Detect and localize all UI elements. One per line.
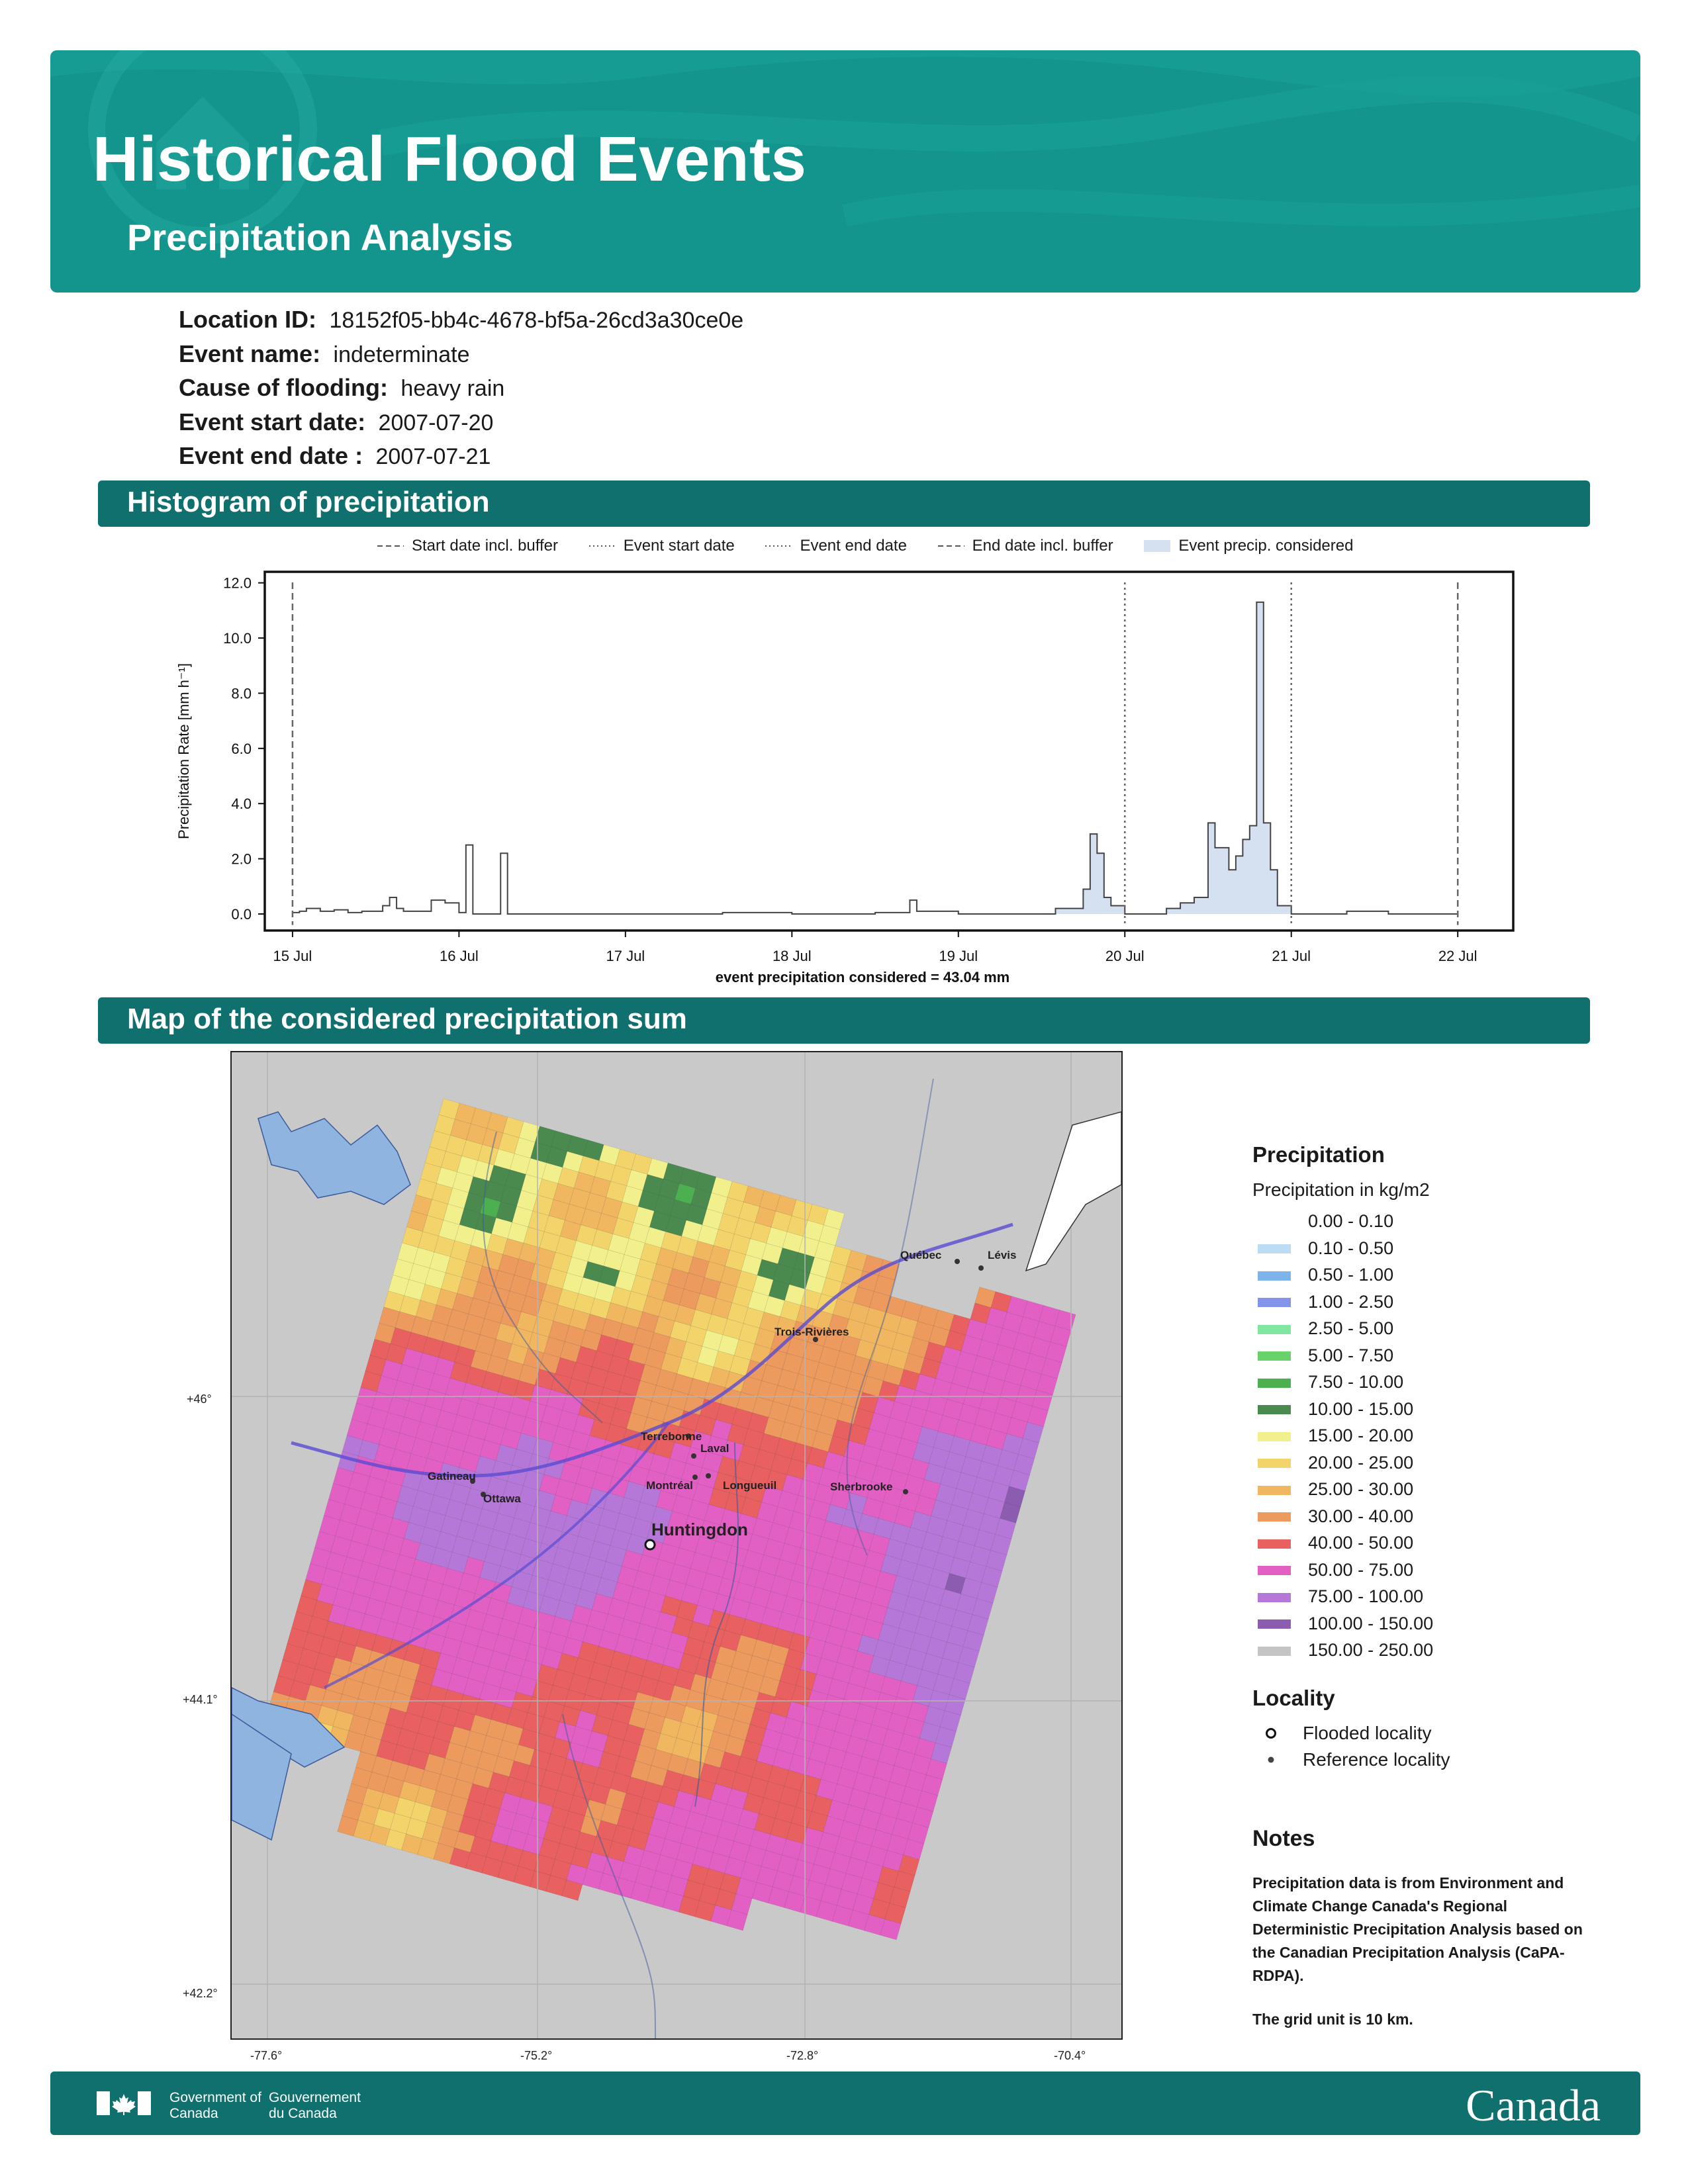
- precipitation-step-line: [293, 602, 1458, 914]
- legend-bin-label: 150.00 - 250.00: [1308, 1640, 1434, 1660]
- x-tick-label-0: 15 Jul: [273, 948, 312, 964]
- legend-bin-swatch: [1258, 1539, 1291, 1549]
- legend-bin-3: [1252, 1292, 1623, 1319]
- legend-end-buffer: [938, 537, 1113, 555]
- reference-locality-marker: [955, 1259, 960, 1264]
- lon-tick-70: -70.4°: [1054, 2049, 1086, 2062]
- legend-event-start: [589, 537, 735, 555]
- gov-fr-text: Gouvernement du Canada: [269, 2090, 361, 2121]
- flooded-marker-icon: [1258, 1723, 1284, 1745]
- legend-bin-swatch: [1258, 1405, 1291, 1414]
- canada-flag-icon: [97, 2091, 151, 2115]
- histogram-section-title: Histogram of precipitation: [98, 480, 1590, 527]
- legend-bin-label: 75.00 - 100.00: [1308, 1586, 1424, 1606]
- event-name-label: Event name:: [179, 340, 321, 367]
- legend-bin-4: [1252, 1318, 1623, 1345]
- x-tick-label-6: 21 Jul: [1272, 948, 1311, 964]
- reference-marker-icon: [1258, 1750, 1284, 1771]
- end-date-label: Event end date :: [179, 442, 363, 469]
- reference-locality-label: Reference locality: [1303, 1749, 1450, 1770]
- legend-bin-swatch: [1258, 1647, 1291, 1656]
- plot-frame: [265, 572, 1513, 931]
- legend-bins: [1252, 1211, 1623, 1667]
- legend-event-end: [765, 537, 906, 555]
- legend-start-buffer: [377, 537, 558, 555]
- page-subtitle: Precipitation Analysis: [127, 216, 513, 258]
- map-section-title: Map of the considered precipitation sum: [98, 997, 1590, 1044]
- locality-label-6: Ottawa: [483, 1492, 521, 1505]
- legend-bin-label: 100.00 - 150.00: [1308, 1613, 1434, 1633]
- cause-label: Cause of flooding:: [179, 374, 388, 401]
- legend-bin-10: [1252, 1479, 1623, 1506]
- y-tick-label-1: 2.0: [231, 850, 252, 868]
- locality-label-1: Lévis: [988, 1249, 1017, 1261]
- lon-tick-77: -77.6°: [250, 2049, 283, 2062]
- legend-subtitle: Precipitation in kg/m2: [1252, 1179, 1430, 1200]
- legend-bin-label: 15.00 - 20.00: [1308, 1426, 1414, 1445]
- legend-bin-label: 2.50 - 5.00: [1308, 1318, 1394, 1338]
- flooded-locality-item: [1252, 1723, 1623, 1749]
- legend-event-start-label: Event start date: [623, 536, 735, 555]
- legend-bin-swatch: [1258, 1379, 1291, 1388]
- legend-start-buffer-label: Start date incl. buffer: [412, 536, 559, 555]
- page-title: Historical Flood Events: [93, 124, 807, 195]
- legend-bin-5: [1252, 1345, 1623, 1373]
- legend-end-buffer-label: End date incl. buffer: [972, 536, 1113, 555]
- start-date-value: 2007-07-20: [378, 410, 494, 435]
- legend-title: Precipitation: [1252, 1142, 1385, 1167]
- legend-bin-label: 10.00 - 15.00: [1308, 1398, 1414, 1419]
- legend-bin-label: 5.00 - 7.50: [1308, 1345, 1394, 1365]
- reference-locality-marker: [706, 1473, 711, 1479]
- locality-label-4: Laval: [700, 1442, 729, 1455]
- legend-bin-swatch: [1258, 1271, 1291, 1281]
- y-axis-label: Precipitation Rate [mm h⁻¹]: [175, 663, 192, 839]
- locality-title: Locality: [1252, 1685, 1335, 1710]
- location-id-row: [179, 306, 1172, 340]
- precipitation-histogram: [159, 563, 1529, 999]
- location-id-value: 18152f05-bb4c-4678-bf5a-26cd3a30ce0e: [329, 308, 744, 333]
- lake-shape: [258, 1112, 410, 1205]
- locality-label-3: Terrebonne: [641, 1430, 702, 1443]
- end-date-value: 2007-07-21: [375, 444, 491, 469]
- flooded-locality-marker: [645, 1540, 655, 1549]
- legend-bin-swatch: [1258, 1619, 1291, 1629]
- x-tick-label-1: 16 Jul: [440, 948, 479, 964]
- end-date-row: [179, 442, 1172, 477]
- legend-event-precip-label: Event precip. considered: [1178, 536, 1354, 555]
- y-tick-label-2: 4.0: [231, 796, 252, 813]
- locality-label-2: Trois-Rivières: [774, 1326, 849, 1338]
- y-tick-label-0: 0.0: [231, 905, 252, 923]
- lat-tick-44: +44.1°: [183, 1693, 218, 1706]
- lat-tick-46: +46°: [187, 1392, 212, 1406]
- reference-locality-marker: [903, 1489, 908, 1494]
- locality-label-9: Sherbrooke: [830, 1480, 893, 1493]
- gov-en-text: Government of Canada: [169, 2090, 261, 2121]
- legend-bin-7: [1252, 1399, 1623, 1426]
- notes-grid-text: The grid unit is 10 km.: [1252, 2010, 1413, 2028]
- x-tick-label-5: 20 Jul: [1105, 948, 1145, 964]
- legend-bin-label: 1.00 - 2.50: [1308, 1291, 1394, 1312]
- legend-bin-swatch: [1258, 1244, 1291, 1253]
- cause-row: [179, 374, 1172, 408]
- event-name-row: [179, 340, 1172, 375]
- event-info: [179, 306, 1172, 477]
- x-axis-label: event precipitation considered = 43.04 mm: [715, 969, 1010, 985]
- x-tick-label-7: 22 Jul: [1438, 948, 1477, 964]
- footer-banner: [50, 2071, 1640, 2135]
- locality-label-8: Longueuil: [723, 1479, 777, 1492]
- locality-label-10: Huntingdon: [651, 1520, 748, 1539]
- lon-tick-72: -72.8°: [786, 2049, 819, 2062]
- estuary-shape: [1026, 1112, 1121, 1271]
- legend-bin-swatch: [1258, 1593, 1291, 1602]
- location-id-label: Location ID:: [179, 306, 316, 333]
- legend-bin-swatch: [1258, 1486, 1291, 1495]
- legend-bin-swatch: [1258, 1218, 1291, 1227]
- x-tick-label-4: 19 Jul: [939, 948, 978, 964]
- y-tick-label-6: 12.0: [223, 574, 252, 592]
- cause-value: heavy rain: [400, 376, 505, 401]
- locality-label-5: Gatineau: [428, 1470, 476, 1482]
- flooded-locality-label: Flooded locality: [1303, 1722, 1432, 1743]
- legend-bin-11: [1252, 1506, 1623, 1533]
- legend-event-end-label: Event end date: [800, 536, 907, 555]
- legend-bin-swatch: [1258, 1432, 1291, 1441]
- reference-locality-item: [1252, 1749, 1623, 1776]
- legend-bin-0: [1252, 1211, 1623, 1238]
- legend-bin-label: 0.00 - 0.10: [1308, 1211, 1394, 1231]
- histogram-legend: [377, 536, 1380, 563]
- legend-bin-label: 50.00 - 75.00: [1308, 1559, 1414, 1580]
- x-tick-label-2: 17 Jul: [606, 948, 645, 964]
- canada-wordmark: Canada: [1466, 2080, 1601, 2130]
- legend-bin-label: 25.00 - 30.00: [1308, 1479, 1414, 1499]
- start-date-label: Event start date:: [179, 408, 366, 435]
- legend-bin-swatch: [1258, 1298, 1291, 1307]
- legend-bin-2: [1252, 1265, 1623, 1292]
- legend-bin-label: 20.00 - 25.00: [1308, 1452, 1414, 1473]
- legend-bin-1: [1252, 1238, 1623, 1265]
- legend-bin-label: 0.50 - 1.00: [1308, 1265, 1394, 1285]
- lat-tick-42: +42.2°: [183, 1987, 218, 2000]
- reference-locality-marker: [691, 1453, 696, 1459]
- legend-event-precip: [1144, 537, 1353, 555]
- locality-label-7: Montréal: [646, 1479, 693, 1492]
- legend-bin-label: 7.50 - 10.00: [1308, 1372, 1404, 1392]
- legend-bin-13: [1252, 1560, 1623, 1587]
- legend-bin-swatch: [1258, 1512, 1291, 1522]
- legend-bin-12: [1252, 1533, 1623, 1560]
- reference-locality-marker: [692, 1475, 698, 1480]
- start-date-row: [179, 408, 1172, 443]
- notes-text: Precipitation data is from Environment and Climate Change Canada's Regional Deterministic Precipitation Analysis based on the Canadian Precipitation Analysis (CaPA-RDPA).: [1252, 1874, 1583, 1984]
- legend-bin-9: [1252, 1453, 1623, 1480]
- legend-bin-8: [1252, 1426, 1623, 1453]
- legend-bin-swatch: [1258, 1566, 1291, 1575]
- legend-bin-swatch: [1258, 1459, 1291, 1468]
- precipitation-map: [230, 1051, 1123, 2040]
- reference-locality-marker: [978, 1265, 984, 1271]
- legend-bin-label: 30.00 - 40.00: [1308, 1506, 1414, 1526]
- legend-bin-swatch: [1258, 1351, 1291, 1361]
- legend-bin-6: [1252, 1372, 1623, 1399]
- locality-label-0: Québec: [900, 1249, 942, 1261]
- notes-title: Notes: [1252, 1825, 1315, 1851]
- legend-bin-16: [1252, 1640, 1623, 1667]
- y-tick-label-4: 8.0: [231, 685, 252, 702]
- event-precip-fill: [1055, 602, 1346, 914]
- precipitation-grid-map: [232, 1052, 1121, 2038]
- event-name-value: indeterminate: [333, 341, 470, 367]
- map-legend: [1252, 1142, 1623, 2028]
- legend-bin-label: 0.10 - 0.50: [1308, 1238, 1394, 1258]
- header-banner: [50, 50, 1640, 293]
- legend-bin-15: [1252, 1614, 1623, 1641]
- lon-tick-75: -75.2°: [520, 2049, 553, 2062]
- y-tick-label-5: 10.0: [223, 630, 252, 647]
- legend-bin-label: 40.00 - 50.00: [1308, 1533, 1414, 1553]
- x-tick-label-3: 18 Jul: [772, 948, 812, 964]
- legend-bin-swatch: [1258, 1325, 1291, 1334]
- y-tick-label-3: 6.0: [231, 740, 252, 757]
- legend-bin-14: [1252, 1586, 1623, 1614]
